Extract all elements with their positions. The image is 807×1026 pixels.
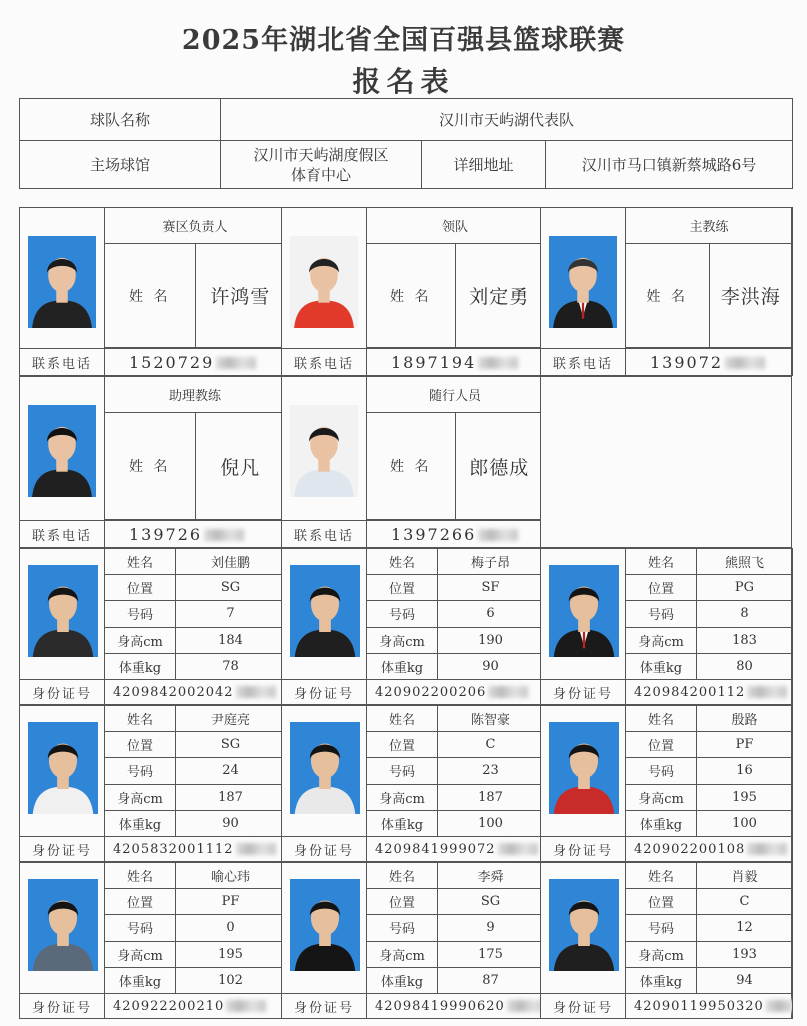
id-label: 身份证号: [282, 837, 367, 862]
position-label: 位置: [367, 575, 438, 601]
player-weight: 80: [697, 653, 793, 679]
player-height: 187: [438, 784, 544, 810]
player-number: 16: [697, 758, 793, 784]
id-label: 身份证号: [282, 680, 367, 705]
form-title: 2025年湖北省全国百强县篮球联赛: [181, 25, 626, 56]
player-weight: 90: [176, 810, 286, 836]
player-weight: 100: [697, 810, 793, 836]
player-table: [104, 705, 286, 837]
player-number: 7: [176, 601, 286, 627]
id-label: 身份证号: [20, 994, 105, 1019]
id-value: 4205832001112: [105, 837, 286, 862]
player-height: 195: [697, 784, 793, 810]
staff-name: 刘定勇: [455, 244, 544, 348]
player-position: C: [697, 889, 793, 915]
name-label: 姓名: [626, 706, 697, 732]
player-id-row: [19, 836, 286, 862]
player-number: 6: [438, 601, 544, 627]
player-name: 肖毅: [697, 863, 793, 889]
address-value: 汉川市马口镇新蔡城路6号: [546, 141, 793, 189]
staff-name: 郎德成: [455, 413, 544, 520]
player-id-row: [281, 679, 544, 705]
number-label: 号码: [367, 601, 438, 627]
height-label: 身高cm: [626, 784, 697, 810]
phone-value: 1897194: [367, 349, 544, 376]
player-table: [366, 705, 544, 837]
player-photo: [290, 565, 360, 657]
player-weight: 90: [438, 653, 544, 679]
player-photo: [549, 722, 619, 814]
weight-label: 体重kg: [626, 810, 697, 836]
player-number: 23: [438, 758, 544, 784]
number-label: 号码: [626, 601, 697, 627]
weight-label: 体重kg: [367, 653, 438, 679]
staff-name-label: 姓 名: [367, 244, 456, 348]
staff-photo: [28, 405, 96, 497]
player-card: [19, 705, 285, 862]
position-label: 位置: [367, 889, 438, 915]
height-label: 身高cm: [367, 941, 438, 967]
staff-phone-row: [19, 520, 286, 548]
phone-value: 1520729: [105, 349, 286, 376]
id-value: 42090119950320: [626, 994, 793, 1019]
player-height: 187: [176, 784, 286, 810]
team-name-value: 汉川市天屿湖代表队: [221, 99, 793, 141]
player-name: 尹庭亮: [176, 706, 286, 732]
player-id-row: [19, 993, 286, 1019]
player-weight: 87: [438, 967, 544, 993]
player-position: SG: [176, 575, 286, 601]
player-number: 12: [697, 915, 793, 941]
weight-label: 体重kg: [626, 967, 697, 993]
position-label: 位置: [626, 889, 697, 915]
player-name: 刘佳鹏: [176, 549, 286, 575]
staff-table: [104, 207, 286, 348]
player-number: 0: [176, 915, 286, 941]
staff-role: 赛区负责人: [105, 208, 286, 244]
phone-label: 联系电话: [282, 521, 367, 548]
id-value: 420922200210: [105, 994, 286, 1019]
player-card: [19, 548, 285, 705]
number-label: 号码: [105, 601, 176, 627]
staff-table: [366, 207, 544, 348]
player-height: 184: [176, 627, 286, 653]
staff-name: 许鸿雪: [195, 244, 286, 348]
staff-photo: [28, 236, 96, 328]
player-photo: [28, 565, 98, 657]
id-label: 身份证号: [282, 994, 367, 1019]
player-number: 8: [697, 601, 793, 627]
player-name: 李舜: [438, 863, 544, 889]
staff-phone-row: [19, 348, 286, 376]
id-value: 4209842002042: [105, 680, 286, 705]
id-label: 身份证号: [541, 680, 626, 705]
staff-role: 随行人员: [367, 377, 544, 413]
player-table: [625, 862, 793, 994]
staff-table: [625, 207, 793, 348]
staff-role: 领队: [367, 208, 544, 244]
phone-value: 1397266: [367, 521, 544, 548]
player-weight: 94: [697, 967, 793, 993]
player-id-row: [281, 836, 544, 862]
number-label: 号码: [626, 915, 697, 941]
player-photo: [290, 879, 360, 971]
number-label: 号码: [105, 915, 176, 941]
player-card: [540, 548, 792, 705]
height-label: 身高cm: [626, 627, 697, 653]
name-label: 姓名: [626, 863, 697, 889]
weight-label: 体重kg: [367, 967, 438, 993]
name-label: 姓名: [367, 863, 438, 889]
player-photo: [549, 565, 619, 657]
staff-card: [19, 207, 285, 376]
name-label: 姓名: [105, 863, 176, 889]
number-label: 号码: [367, 915, 438, 941]
staff-card: [19, 376, 285, 548]
player-photo: [28, 879, 98, 971]
staff-table: [366, 376, 544, 520]
player-table: [625, 705, 793, 837]
name-label: 姓名: [626, 549, 697, 575]
player-position: C: [438, 732, 544, 758]
player-name: 陈智豪: [438, 706, 544, 732]
staff-card: [281, 207, 543, 376]
player-position: PF: [176, 889, 286, 915]
weight-label: 体重kg: [105, 653, 176, 679]
player-table: [366, 548, 544, 680]
player-card: [19, 862, 285, 1019]
form-subtitle: 报名表: [352, 65, 455, 98]
position-label: 位置: [105, 889, 176, 915]
player-number: 24: [176, 758, 286, 784]
staff-card: [540, 207, 792, 376]
player-card: [281, 862, 543, 1019]
id-label: 身份证号: [541, 994, 626, 1019]
player-height: 195: [176, 941, 286, 967]
staff-photo: [549, 236, 617, 328]
player-table: [625, 548, 793, 680]
staff-name-label: 姓 名: [367, 413, 456, 520]
name-label: 姓名: [105, 549, 176, 575]
phone-label: 联系电话: [20, 521, 105, 548]
player-photo: [290, 722, 360, 814]
phone-label: 联系电话: [541, 349, 626, 376]
staff-role: 助理教练: [105, 377, 286, 413]
player-name: 殷路: [697, 706, 793, 732]
id-value: 4209841999072: [367, 837, 544, 862]
player-name: 熊照飞: [697, 549, 793, 575]
name-label: 姓名: [367, 549, 438, 575]
staff-table: [104, 376, 286, 520]
id-label: 身份证号: [20, 680, 105, 705]
player-height: 183: [697, 627, 793, 653]
player-id-row: [540, 679, 793, 705]
player-table: [104, 548, 286, 680]
staff-name-label: 姓 名: [105, 413, 196, 520]
id-value: 42098419990620: [367, 994, 544, 1019]
id-label: 身份证号: [541, 837, 626, 862]
staff-name-label: 姓 名: [105, 244, 196, 348]
player-id-row: [540, 993, 793, 1019]
weight-label: 体重kg: [105, 967, 176, 993]
id-value: 420902200108: [626, 837, 793, 862]
position-label: 位置: [367, 732, 438, 758]
player-table: [104, 862, 286, 994]
height-label: 身高cm: [105, 941, 176, 967]
home-venue-label: 主场球馆: [20, 141, 221, 189]
number-label: 号码: [367, 758, 438, 784]
height-label: 身高cm: [105, 627, 176, 653]
staff-phone-row: [540, 348, 793, 376]
player-height: 190: [438, 627, 544, 653]
id-label: 身份证号: [20, 837, 105, 862]
player-position: PG: [697, 575, 793, 601]
height-label: 身高cm: [105, 784, 176, 810]
phone-label: 联系电话: [282, 349, 367, 376]
player-number: 9: [438, 915, 544, 941]
staff-phone-row: [281, 520, 544, 548]
position-label: 位置: [105, 732, 176, 758]
staff-photo: [290, 405, 358, 497]
id-value: 420984200112: [626, 680, 793, 705]
position-label: 位置: [105, 575, 176, 601]
player-weight: 102: [176, 967, 286, 993]
phone-value: 139726: [105, 521, 286, 548]
name-label: 姓名: [105, 706, 176, 732]
phone-label: 联系电话: [20, 349, 105, 376]
player-photo: [28, 722, 98, 814]
player-height: 193: [697, 941, 793, 967]
phone-value: 139072: [626, 349, 793, 376]
name-label: 姓名: [367, 706, 438, 732]
player-weight: 78: [176, 653, 286, 679]
player-height: 175: [438, 941, 544, 967]
staff-role: 主教练: [626, 208, 793, 244]
team-info-table: [19, 98, 793, 189]
weight-label: 体重kg: [105, 810, 176, 836]
player-position: SG: [438, 889, 544, 915]
staff-phone-row: [281, 348, 544, 376]
player-card: [281, 548, 543, 705]
player-photo: [549, 879, 619, 971]
number-label: 号码: [105, 758, 176, 784]
height-label: 身高cm: [626, 941, 697, 967]
height-label: 身高cm: [367, 784, 438, 810]
player-position: PF: [697, 732, 793, 758]
staff-card: [281, 376, 543, 548]
weight-label: 体重kg: [367, 810, 438, 836]
player-id-row: [540, 836, 793, 862]
player-id-row: [19, 679, 286, 705]
position-label: 位置: [626, 732, 697, 758]
player-card: [540, 705, 792, 862]
staff-name: 倪凡: [195, 413, 286, 520]
player-table: [366, 862, 544, 994]
height-label: 身高cm: [367, 627, 438, 653]
empty-cell: [540, 376, 792, 548]
player-name: 喻心玮: [176, 863, 286, 889]
number-label: 号码: [626, 758, 697, 784]
team-name-label: 球队名称: [20, 99, 221, 141]
player-id-row: [281, 993, 544, 1019]
player-card: [281, 705, 543, 862]
weight-label: 体重kg: [626, 653, 697, 679]
home-venue-value: 汉川市天屿湖度假区 体育中心: [221, 141, 422, 189]
player-name: 梅子昂: [438, 549, 544, 575]
staff-name-label: 姓 名: [626, 244, 710, 348]
player-card: [540, 862, 792, 1019]
player-position: SG: [176, 732, 286, 758]
player-weight: 100: [438, 810, 544, 836]
id-value: 420902200206: [367, 680, 544, 705]
player-position: SF: [438, 575, 544, 601]
staff-name: 李洪海: [709, 244, 793, 348]
position-label: 位置: [626, 575, 697, 601]
address-label: 详细地址: [422, 141, 546, 189]
staff-photo: [290, 236, 358, 328]
